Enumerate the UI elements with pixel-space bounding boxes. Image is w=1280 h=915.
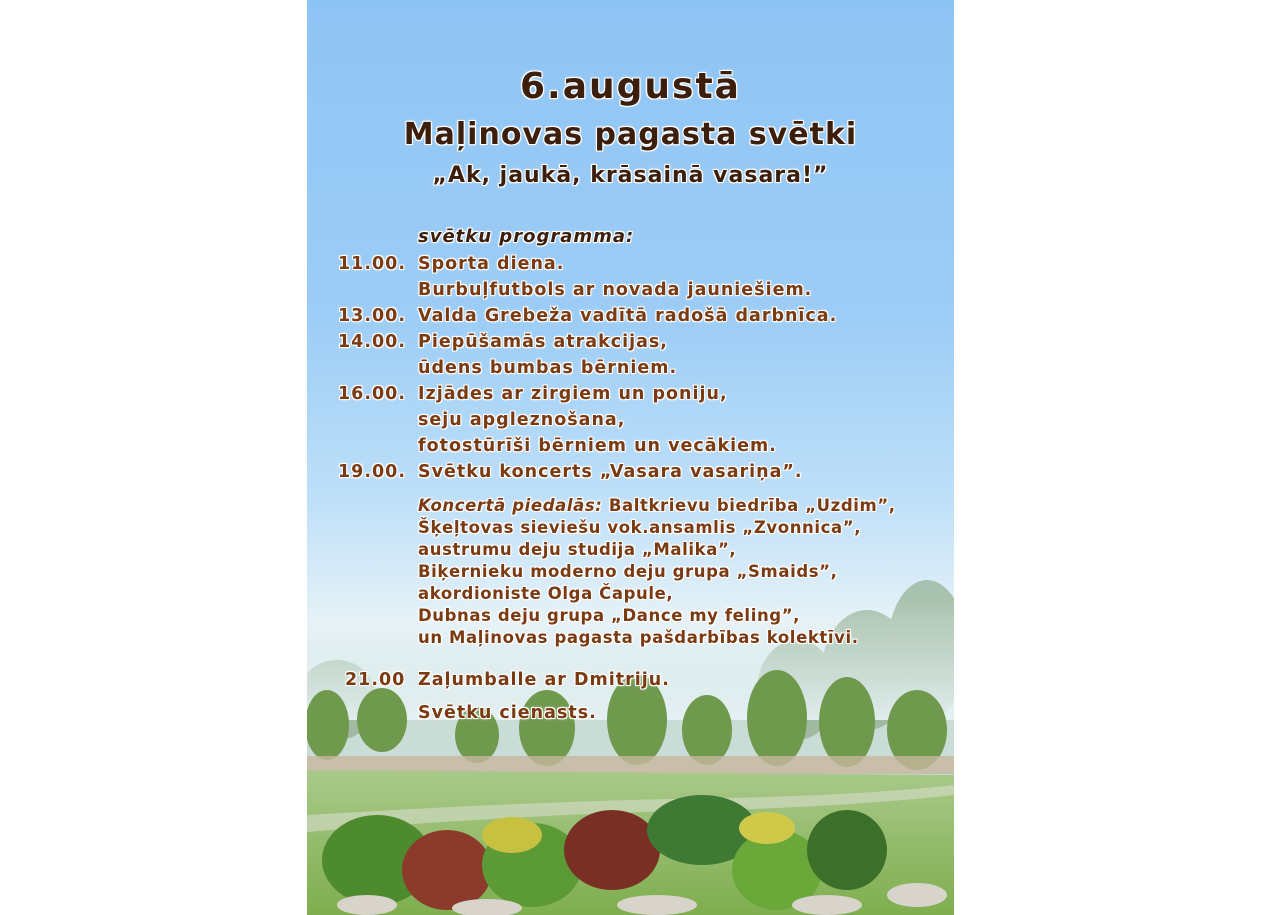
program-line: ūdens bumbas bērniem. xyxy=(418,358,678,378)
event-date: 6.augustā xyxy=(520,66,741,107)
program-line: Svētku cienasts. xyxy=(418,703,597,723)
program-line: seju apgleznošana, xyxy=(418,410,626,430)
performers-line xyxy=(418,496,896,515)
program-time: 21.00 xyxy=(345,670,406,690)
program-line: Svētku koncerts „Vasara vasariņa”. xyxy=(418,462,803,482)
program-time: 14.00. xyxy=(338,332,407,352)
performer: un Maļinovas pagasta pašdarbības kolektīvi. xyxy=(418,628,859,647)
event-poster xyxy=(307,0,954,915)
program-line: Piepūšamās atrakcijas, xyxy=(418,332,668,352)
performer: akordioniste Olga Čapule, xyxy=(418,584,674,603)
performer: Biķernieku moderno deju grupa „Smaids”, xyxy=(418,562,838,581)
program-heading: svētku programma: xyxy=(418,226,635,247)
program-time: 11.00. xyxy=(338,254,407,274)
program-time: 13.00. xyxy=(338,306,407,326)
program-line: Sporta diena. xyxy=(418,254,565,274)
event-title: Maļinovas pagasta svētki xyxy=(403,117,858,152)
program-time: 16.00. xyxy=(338,384,407,404)
performer: austrumu deju studija „Malika”, xyxy=(418,540,737,559)
performers-label: Koncertā piedalās: xyxy=(418,496,603,515)
program-time: 19.00. xyxy=(338,462,407,482)
program-line: Valda Grebeža vadītā radošā darbnīca. xyxy=(418,306,838,326)
performer: Dubnas deju grupa „Dance my feling”, xyxy=(418,606,801,625)
performer: Šķeļtovas sieviešu vok.ansamlis „Zvonnica”, xyxy=(418,518,862,537)
program-line: Zaļumballe ar Dmitriju. xyxy=(418,670,670,690)
program-line: Burbuļfutbols ar novada jauniešiem. xyxy=(418,280,813,300)
program-line: Izjādes ar zirgiem un poniju, xyxy=(418,384,728,404)
program-line: fotostūrīši bērniem un vecākiem. xyxy=(418,436,777,456)
event-motto: „Ak, jaukā, krāsainā vasara!” xyxy=(432,163,829,188)
performer: Baltkrievu biedrība „Uzdim”, xyxy=(608,496,896,515)
